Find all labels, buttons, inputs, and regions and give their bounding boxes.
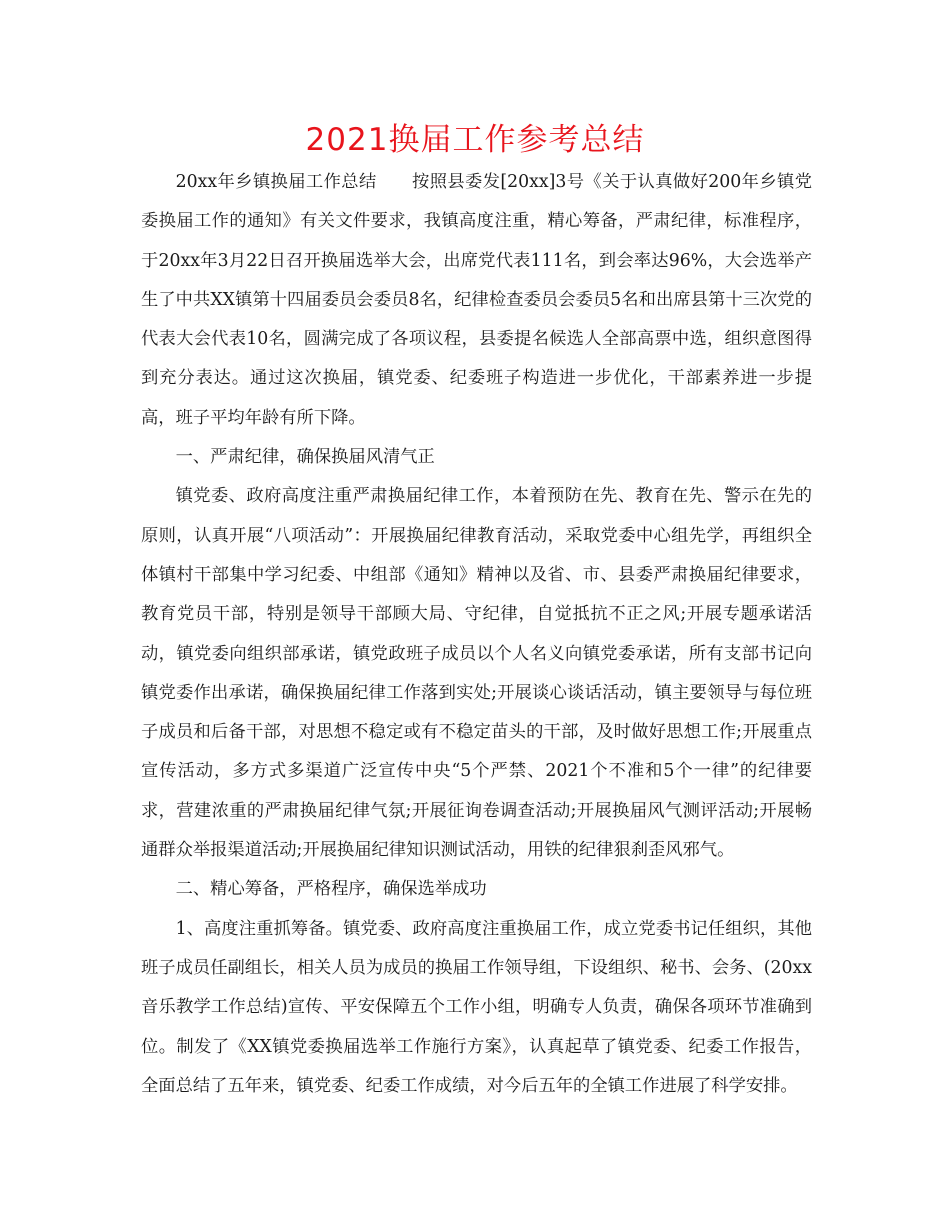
paragraph-preparation: 1、高度注重抓筹备。镇党委、政府高度注重换届工作，成立党委书记任组织，其他班子成员任副组长，相关人员为成员的换届工作领导组，下设组织、秘书、会务、(20xx音乐教学工作总结)宣传、平安保障五个工作小组，明确专人负责，确保各项环节准确到位。制发了《XX镇党委换届选举工作施行方案》，认真起草了镇党委、纪委工作报告，全面总结了五年来，镇党委、纪委工作成绩，对今后五年的全镇工作进展了科学安排。 [141, 918, 812, 1096]
document-title: 2021换届工作参考总结 [305, 122, 645, 158]
paragraph-intro: 20xx年乡镇换届工作总结 按照县委发[20xx]3号《关于认真做好200年乡镇党委换届工作的通知》有关文件要求，我镇高度注重，精心筹备，严肃纪律，标准程序，于20xx年3月22日召开换届选举大会，出席党代表111名，到会率达96%，大会选举产生了中共XX镇第十四届委员会委员8名，纪律检查委员会委员5名和出席县第十三次党的代表大会代表10名，圆满完成了各项议程，县委提名候选人全部高票中选，组织意图得到充分表达。通过这次换届，镇党委、纪委班子构造进一步优化，干部素养进一步提高，班子平均年龄有所下降。 [141, 172, 812, 428]
paragraph-discipline: 镇党委、政府高度注重严肃换届纪律工作，本着预防在先、教育在先、警示在先的原则，认真开展“八项活动”：开展换届纪律教育活动，采取党委中心组先学，再组织全体镇村干部集中学习纪委、中组部《通知》精神以及省、市、县委严肃换届纪律要求，教育党员干部，特别是领导干部顾大局、守纪律，自觉抵抗不正之风;开展专题承诺活动，镇党委向组织部承诺，镇党政班子成员以个人名义向镇党委承诺，所有支部书记向镇党委作出承诺，确保换届纪律工作落到实处;开展谈心谈话活动，镇主要领导与每位班子成员和后备干部，对思想不稳定或有不稳定苗头的干部，及时做好思想工作;开展重点宣传活动，多方式多渠道广泛宣传中央“5个严禁、2021个不准和5个一律”的纪律要求，营建浓重的严肃换届纪律气氛;开展征询卷调查活动;开展换届风气测评活动;开展畅通群众举报渠道活动;开展换届纪律知识测试活动，用铁的纪律狠刹歪风邪气。 [141, 486, 812, 861]
section-heading-2: 二、精心筹备，严格程序，确保选举成功 [175, 879, 487, 900]
document-body [141, 163, 812, 1106]
section-heading-1: 一、严肃纪律，确保换届风清气正 [175, 447, 435, 468]
